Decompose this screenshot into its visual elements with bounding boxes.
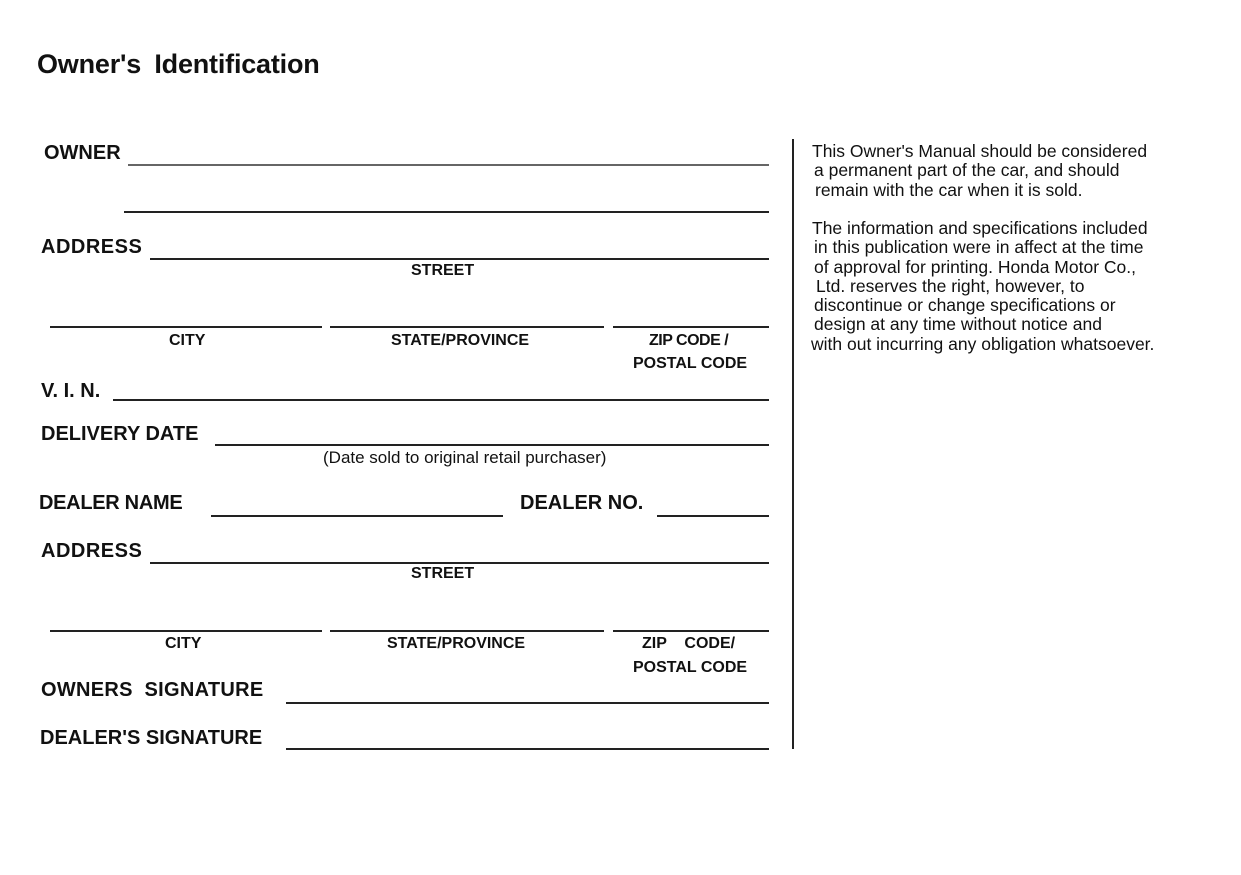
owner-zip-line[interactable] [613, 326, 769, 328]
owners-signature-label: OWNERS SIGNATURE [41, 679, 264, 701]
dealer-zip-line[interactable] [613, 630, 769, 632]
dealer-city-caption: CITY [165, 635, 202, 652]
page-title: Owner's Identification [37, 49, 320, 79]
side-p2-line: design at any time without notice and [814, 314, 1102, 335]
side-p1-line: This Owner's Manual should be considered [812, 141, 1148, 161]
owner-state-line[interactable] [330, 326, 604, 328]
vin-label: V. I. N. [41, 380, 101, 402]
dealer-state-line[interactable] [330, 630, 604, 632]
dealer-postal-caption: POSTAL CODE [633, 659, 748, 676]
owner-zip-caption: ZIP CODE / [649, 332, 729, 349]
delivery-date-note: (Date sold to original retail purchaser) [323, 448, 607, 467]
dealer-street-line[interactable] [150, 562, 769, 564]
side-p1-line: remain with the car when it is sold. [815, 179, 1083, 200]
owner-address-label: ADDRESS [41, 236, 143, 258]
dealer-address-label: ADDRESS [41, 540, 143, 562]
vin-line[interactable] [113, 399, 769, 401]
dealer-name-label: DEALER NAME [39, 492, 183, 514]
owner-name-line[interactable] [128, 164, 769, 166]
side-p2-line: of approval for printing. Honda Motor Co., [814, 256, 1136, 277]
side-p2-line: The information and specifications included [812, 218, 1148, 238]
column-divider [792, 139, 794, 749]
dealer-zip-caption: ZIP CODE/ [642, 635, 736, 652]
side-paragraph-2 [812, 219, 1154, 354]
delivery-date-label: DELIVERY DATE [41, 423, 199, 445]
dealer-no-label: DEALER NO. [520, 492, 644, 514]
dealer-state-caption: STATE/PROVINCE [387, 635, 526, 652]
owner-street-caption: STREET [411, 262, 475, 279]
dealers-signature-line[interactable] [286, 748, 769, 750]
owner-postal-caption: POSTAL CODE [633, 355, 748, 372]
owner-city-line[interactable] [50, 326, 322, 328]
owner-city-caption: CITY [169, 332, 206, 349]
owners-signature-line[interactable] [286, 702, 769, 704]
owner-street-line[interactable] [150, 258, 769, 260]
side-p2-line: discontinue or change specifications or [814, 295, 1116, 316]
side-p2-line: in this publication were in affect at the time [814, 237, 1144, 258]
owner-name-line-2[interactable] [124, 211, 769, 213]
dealer-no-line[interactable] [657, 515, 769, 517]
side-paragraph-1 [812, 142, 1147, 200]
side-p1-line: a permanent part of the car, and should [814, 160, 1120, 181]
side-p2-line: Ltd. reserves the right, however, to [816, 275, 1085, 296]
dealer-street-caption: STREET [411, 565, 475, 582]
dealers-signature-label: DEALER'S SIGNATURE [40, 727, 263, 749]
dealer-city-line[interactable] [50, 630, 322, 632]
owner-state-caption: STATE/PROVINCE [391, 332, 530, 349]
side-p2-line: with out incurring any obligation whatsoever. [811, 333, 1155, 354]
owner-label: OWNER [44, 142, 121, 164]
delivery-date-line[interactable] [215, 444, 769, 446]
dealer-name-line[interactable] [211, 515, 503, 517]
